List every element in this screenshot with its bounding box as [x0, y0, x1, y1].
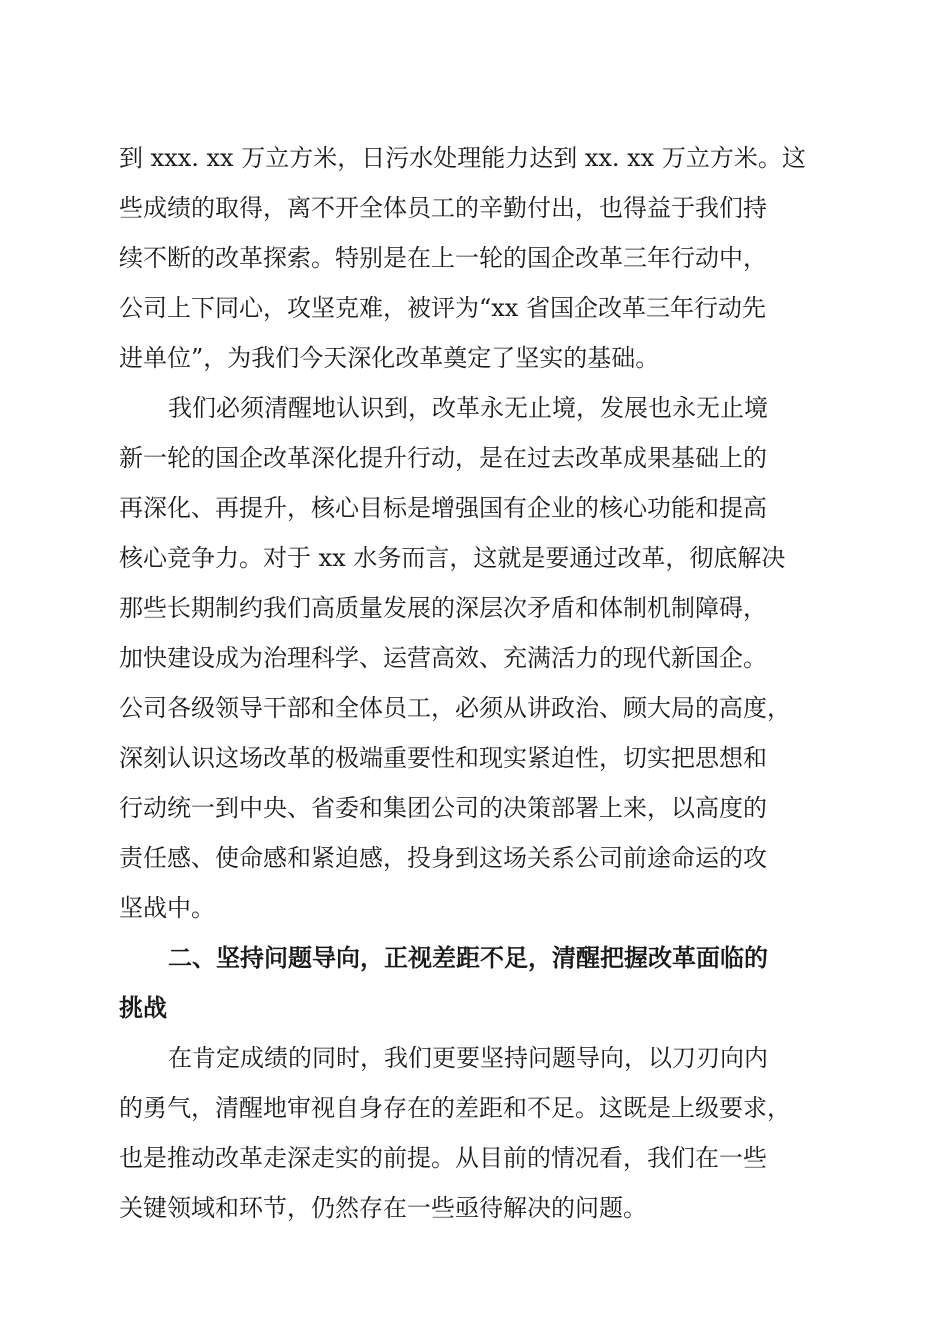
text-line: 公司各级领导干部和全体员工，必须从讲政治、顾大局的高度，: [119, 694, 791, 722]
text-line: 续不断的改革探索。特别是在上一轮的国企改革三年行动中，: [119, 244, 767, 272]
text-line: 坚战中。: [119, 894, 215, 922]
text-line: 那些长期制约我们高质量发展的深层次矛盾和体制机制障碍，: [119, 594, 767, 622]
text-line: 再深化、再提升，核心目标是增强国有企业的核心功能和提高: [119, 494, 767, 522]
text-line: 关键领域和环节，仍然存在一些亟待解决的问题。: [119, 1194, 647, 1222]
text-line: 在肯定成绩的同时，我们更要坚持问题导向，以刀刃向内: [168, 1044, 768, 1072]
text-line: 新一轮的国企改革深化提升行动，是在过去改革成果基础上的: [119, 444, 767, 472]
text-line: 进单位”，为我们今天深化改革奠定了坚实的基础。: [119, 344, 660, 372]
text-line: 公司上下同心，攻坚克难，被评为“xx 省国企改革三年行动先: [119, 294, 766, 322]
text-line: 到 xxx. xx 万立方米，日污水处理能力达到 xx. xx 万立方米。这: [119, 144, 806, 172]
text-line: 核心竞争力。对于 xx 水务而言，这就是要通过改革，彻底解决: [119, 544, 786, 572]
text-line: 些成绩的取得，离不开全体员工的辛勤付出，也得益于我们持: [119, 194, 767, 222]
text-line: 的勇气，清醒地审视自身存在的差距和不足。这既是上级要求，: [119, 1094, 791, 1122]
text-line: 也是推动改革走深走实的前提。从目前的情况看，我们在一些: [119, 1144, 767, 1172]
text-line: 深刻认识这场改革的极端重要性和现实紧迫性，切实把思想和: [119, 744, 767, 772]
heading-line: 二、坚持问题导向，正视差距不足，清醒把握改革面临的: [168, 944, 768, 972]
text-line: 责任感、使命感和紧迫感，投身到这场关系公司前途命运的攻: [119, 844, 767, 872]
text-line: 行动统一到中央、省委和集团公司的决策部署上来，以高度的: [119, 794, 767, 822]
text-line: 我们必须清醒地认识到，改革永无止境，发展也永无止境: [168, 394, 768, 422]
text-line: 加快建设成为治理科学、运营高效、充满活力的现代新国企。: [119, 644, 767, 672]
heading-line: 挑战: [119, 994, 167, 1022]
